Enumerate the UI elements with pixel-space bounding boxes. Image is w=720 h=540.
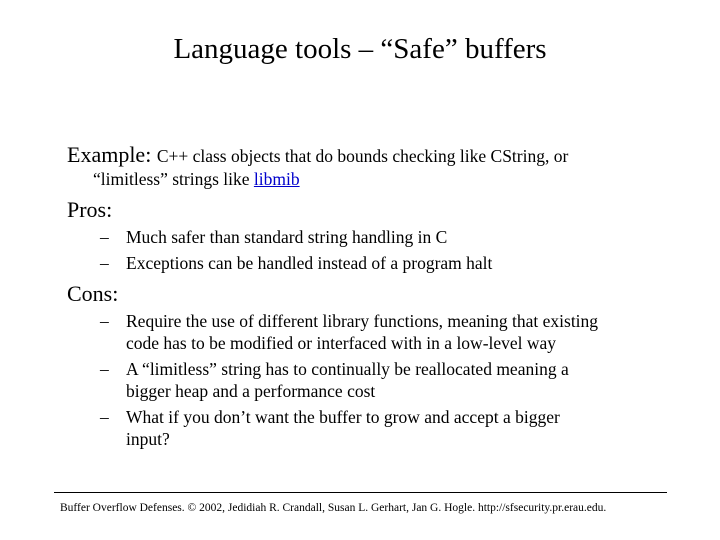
cons-item-continuation: input? [126, 429, 170, 449]
cons-item-text: What if you don’t want the buffer to grow and accept a bigger [126, 407, 560, 427]
dash-marker: – [100, 359, 109, 379]
example-label: Example: [67, 142, 152, 167]
libmib-link[interactable]: libmib [253, 169, 300, 189]
dash-marker: – [100, 227, 109, 247]
cons-item [100, 358, 569, 380]
pros-label: Pros: [67, 197, 113, 222]
cons-item-text: A “limitless” string has to continually be reallocated meaning a [126, 359, 569, 379]
pros-item-text: Much safer than standard string handling in C [126, 227, 448, 247]
slide-title: Language tools – “Safe” buffers [173, 33, 547, 65]
example-continuation [93, 168, 300, 190]
dash-marker: – [100, 311, 109, 331]
pros-item-text: Exceptions can be handled instead of a program halt [126, 253, 493, 273]
cons-item-continuation: bigger heap and a performance cost [126, 381, 376, 401]
cons-label: Cons: [67, 281, 119, 306]
pros-item [100, 226, 447, 248]
example-text: C++ class objects that do bounds checking like CString, or [156, 146, 569, 166]
example-cont-prefix: “limitless” strings like [93, 169, 254, 189]
cons-item-continuation: code has to be modified or interfaced with in a low-level way [126, 333, 557, 353]
dash-marker: – [100, 253, 109, 273]
example-bullet [67, 142, 568, 169]
cons-item-text: Require the use of different library functions, meaning that existing [126, 311, 599, 331]
dash-marker: – [100, 407, 109, 427]
cons-item [100, 406, 560, 428]
cons-item [100, 310, 598, 332]
footer-text: Buffer Overflow Defenses. © 2002, Jedidiah R. Crandall, Susan L. Gerhart, Jan G. Hogle. http://sfsecurity.pr.erau.edu. [60, 502, 607, 514]
pros-item [100, 252, 492, 274]
footer-divider [54, 492, 667, 493]
